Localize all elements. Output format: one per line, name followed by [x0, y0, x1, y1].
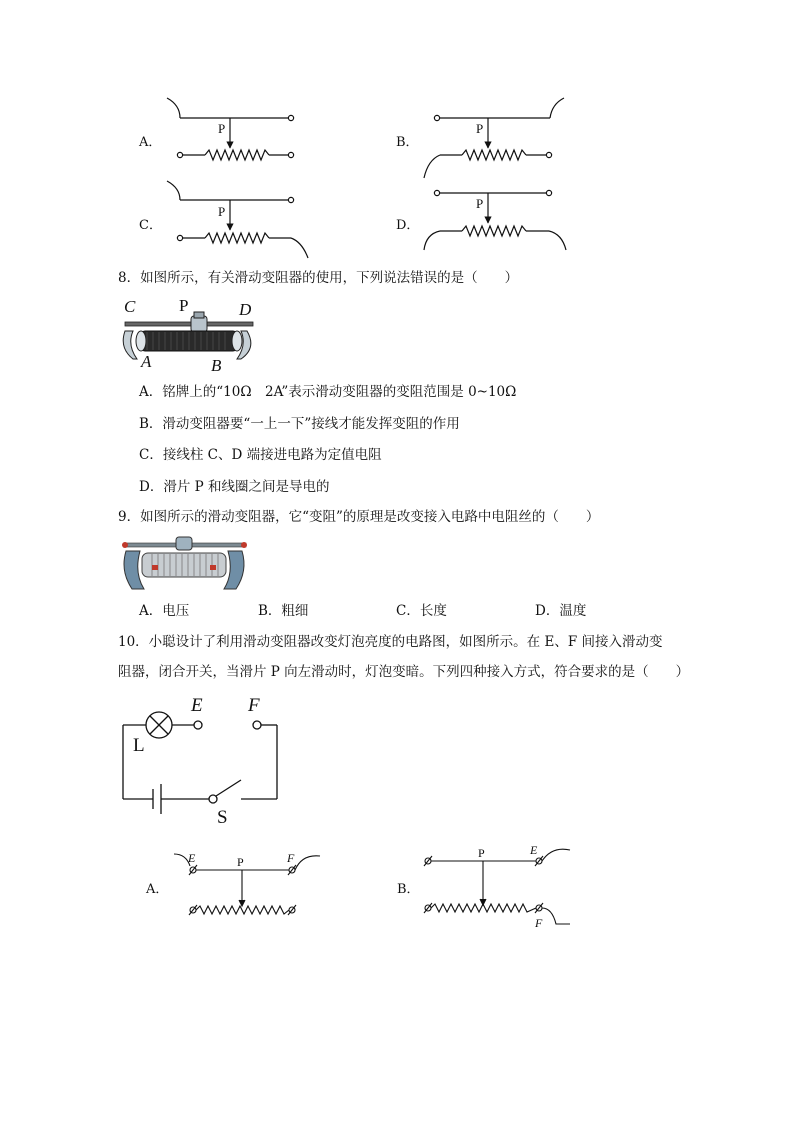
q7-d-slider-label: P — [476, 196, 484, 211]
q10-label-e: E — [191, 695, 203, 716]
q8-option-a: A．铭牌上的“10Ω 2A”表示滑动变阻器的变阻范围是 0~10Ω — [139, 384, 517, 400]
q7-option-a-label: A． — [139, 135, 162, 150]
q7-option-d-label: D． — [396, 218, 420, 233]
q10-a-label-e: E — [188, 851, 196, 865]
q9-option-b: B．粗细 — [258, 603, 309, 619]
q8-option-d: D．滑片 P 和线圈之间是导电的 — [139, 479, 330, 495]
q10-stem-line2: 阻器，闭合开关，当滑片 P 向左滑动时，灯泡变暗。下列四种接入方式，符合要求的是（ ） — [118, 664, 690, 680]
q9-option-c: C．长度 — [396, 603, 447, 619]
q7-diagram-d — [424, 190, 566, 250]
q8-option-c: C．接线柱 C、D 端接进电路为定值电阻 — [139, 447, 382, 463]
q10-option-b-label: B． — [397, 882, 420, 897]
q10-stem-line1: 10．小聪设计了利用滑动变阻器改变灯泡亮度的电路图，如图所示。在 E、F 间接入滑动变 — [118, 634, 663, 650]
q7-option-c-label: C． — [139, 218, 162, 233]
q8-label-p: P — [179, 296, 189, 315]
q10-diagram-a — [174, 854, 320, 915]
q10-label-switch: S — [217, 807, 228, 828]
q8-label-d: D — [239, 300, 252, 319]
q7-a-slider-label: P — [218, 121, 226, 136]
q9-option-a: A．电压 — [139, 603, 190, 619]
q9-rheostat-figure — [118, 533, 250, 595]
q7-diagram-a — [167, 98, 294, 160]
q9-option-d: D．温度 — [535, 603, 587, 619]
q10-b-label-p: P — [478, 846, 485, 860]
q10-label-f: F — [248, 695, 260, 716]
q10-options-figure — [160, 840, 590, 935]
q10-b-label-f: F — [535, 916, 543, 930]
q10-a-label-f: F — [287, 851, 295, 865]
q7-b-slider-label: P — [476, 121, 484, 136]
q7-option-b-label: B． — [396, 135, 419, 150]
q10-option-a-label: A． — [146, 882, 169, 897]
q8-stem: 8．如图所示，有关滑动变阻器的使用，下列说法错误的是（ ） — [118, 270, 519, 286]
q8-option-b: B．滑动变阻器要“一上一下”接线才能发挥变阻的作用 — [139, 416, 460, 432]
q7-c-slider-label: P — [218, 204, 226, 219]
q7-diagram-c — [167, 181, 308, 258]
q8-rheostat-figure — [115, 293, 260, 375]
q8-label-a: A — [141, 352, 152, 371]
q7-figure — [0, 0, 794, 260]
q8-label-b: B — [211, 356, 222, 375]
q10-circuit-figure — [110, 690, 300, 832]
q10-a-label-p: P — [237, 855, 244, 869]
q10-diagram-b — [424, 849, 570, 924]
q7-diagram-b — [424, 98, 564, 178]
q9-stem: 9．如图所示的滑动变阻器，它“变阻”的原理是改变接入电路中电阻丝的（ ） — [118, 509, 600, 525]
q8-label-c: C — [124, 297, 136, 316]
q10-b-label-e: E — [530, 843, 538, 857]
q10-label-lamp: L — [133, 735, 145, 756]
